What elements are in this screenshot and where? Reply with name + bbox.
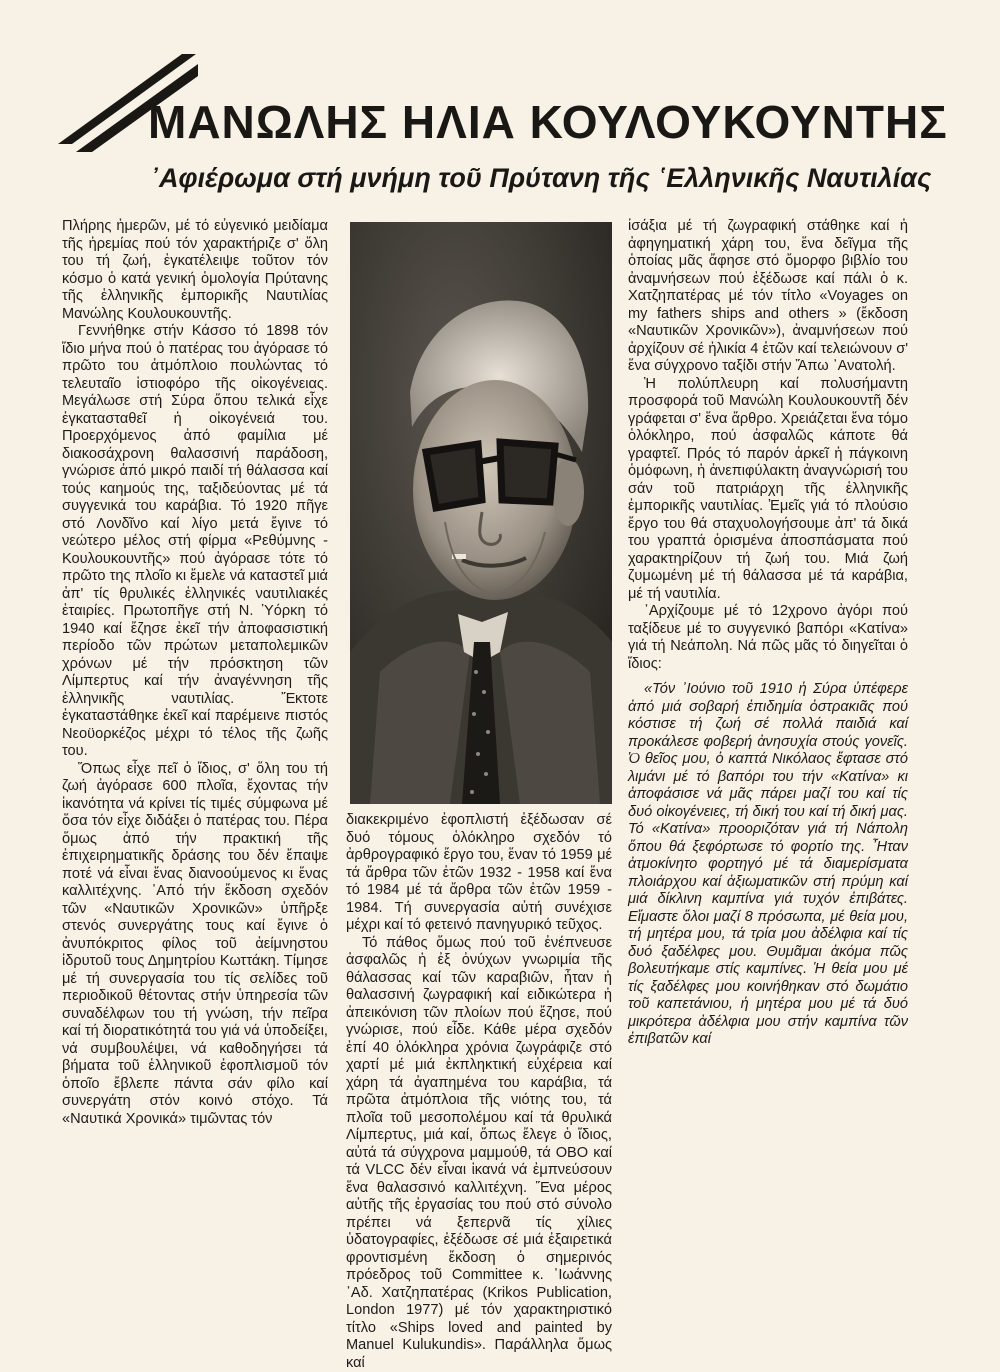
portrait-photo (350, 222, 612, 804)
column-middle (346, 812, 612, 1372)
spacer (628, 673, 908, 681)
paragraph: ᾿Αρχίζουμε μέ τό 12χρονο ἀγόρι πού ταξίδευε μέ το συγγενικό βαπόρι «Κατίνα» γιά τή Νεάπολη. Νά πῶς μᾶς τό διηγεῖται ὁ ἴδιος: (628, 603, 908, 673)
column-left (62, 218, 328, 1128)
article-subtitle: ᾿Αφιέρωμα στή μνήμη τοῦ Πρύτανη τῆς ῾Ελληνικῆς Ναυτιλίας (150, 160, 970, 196)
quote-paragraph: «Τόν ᾿Ιούνιο τοῦ 1910 ἡ Σύρα ὑπέφερε ἀπό μιά σοβαρή ἐπιδημία ὀστρακιᾶς πού κόστισε τή ζωή σέ πολλά παιδιά καί προκάλεσε φοβερή ἀνησυχία στούς γονεῖς. Ὁ θεῖος μου, ὁ καπτά Νικόλαος ἔφτασε στό λιμάνι μέ τό βαπόρι του τήν «Κατίνα» κι ἀποφάσισε νά μᾶς πάρει μαζί του καί τίς δυό οἰκογένειες, τή δική του καί τή δική μας. Τό «Κατίνα» προοριζόταν γιά τή Νάπολη ὅπου θά ξεφόρτωσε τό φορτίο της. Ἦταν ἀτμοκίνητο φορτηγό μέ τά διαμερίσματα πλοιάρχου καί ἀξιωματικῶν στή πρύμη καί μιά δίκλινη καμπίνα γιά τυχόν ἐπιβάτες. Εἴμαστε ὅλοι μαζί 8 πρόσωπα, μέ θεία μου, τή μητέρα μου, τά τρία μου ἀδέλφια καί τίς δυό ξαδέλφες μου. Θυμᾶμαι ἀκόμα πῶς βολευτήκαμε στίς καμπίνες. Ἡ θεία μου μέ τίς ξαδέλφες μου κοινήθηκαν στό δωμάτιο τοῦ καπετάνιου, ἡ μητέρα μου μέ τά δυό μικρότερα ἀδέλφια μου στήν καμπίνα τῶν ἐπιβατῶν καί (628, 681, 908, 1049)
paragraph: Ἡ πολύπλευρη καί πολυσήμαντη προσφορά τοῦ Μανώλη Κουλουκουντῆ δέν γράφεται σ' ἕνα ἄρθρο. Χρειάζεται ἕνα τόμο ὁλόκληρο, πού ἀσφαλῶς κάποτε θά γραφτεῖ. Πρός τό παρόν ἀρκεῖ ἡ πάγκοινη ὁμόφωνη, ἡ ἀνεπιφύλακτη ἀναγνώρισή του σάν τοῦ πατριάρχη τῆς ἑλληνικῆς ἐμπορικῆς ναυτιλίας. Ἐμεῖς γιά τό πλούσιο ἔργο του θά σταχυολογήσουμε ἀπ' τά δικά του γραπτά ὁρισμένα ἀποσπάσματα πού χαρακτηρίζουν τή ζωή του. Μιά ζωή ζυμωμένη μέ τή θάλασσα μέ τά καράβια, μέ τή ναυτιλία. (628, 376, 908, 604)
paragraph: διακεκριμένο ἐφοπλιστή ἐξέδωσαν σέ δυό τόμους ὁλόκληρο σχεδόν τό ἀρθρογραφικό ἔργο του, ἕναν τό 1959 μέ τά ἄρθρα τῶν ἐτῶν 1932 - 1958 καί ἕνα τό 1984 μέ τά ἄρθρα τῶν ἐτῶν 1959 - 1984. Τή συνεργασία αὐτή συνέχισε μέχρι καί τό φετεινό πανηγυρικό τεῦχος. (346, 812, 612, 935)
memoir-quote (628, 681, 908, 1049)
paragraph: Πλήρης ἡμερῶν, μέ τό εὐγενικό μειδίαμα τῆς ἠρεμίας πού τόν χαρακτήριζε σ' ὅλη του τή ζωή, ἐγκατέλειψε τοῦτον τόν κόσμο ὁ κατά γενική ὁμολογία Πρύτανης τῆς ἑλληνικῆς ἐμπορικῆς Ναυτιλίας Μανώλης Κουλουκουντῆς. (62, 218, 328, 323)
paragraph: Ὅπως εἶχε πεῖ ὁ ἴδιος, σ' ὅλη του τή ζωή ἀγόρασε 600 πλοῖα, ἔχοντας τήν ἱκανότητα νά κρίνει τίς τιμές σύμφωνα μέ ὅσα τόν εἶχε διδάξει ὁ πατέρας του. Πέρα ὅμως ἀπό τήν πρακτική τῆς ἐπιχειρηματικῆς δράσης του δέν ἔπαψε ποτέ νά εἶναι ἕνας διανοούμενος κι ἕνας καλλιτέχνης. ᾿Από τήν ἔκδοση σχεδόν τῶν «Ναυτικῶν Χρονικῶν» ὑπῆρξε στενός συνεργάτης τους καί ἔγινε ὁ ἀνυπόκριτος φίλος τοῦ ἀείμνηστου ἱδρυτοῦ τους Δημητρίου Κωττάκη. Τίμησε μέ τή συνεργασία του τίς σελίδες τοῦ περιοδικοῦ θέτοντας στήν ὑπηρεσία τῶν συναδέλφων του τή γνώση, τήν πεῖρα καί τή διορατικότητά του γιά νά ὑποδείξει, νά συμβουλέψει, νά καθοδηγήσει τά βήματα τοῦ ἑλληνικοῦ ἐφοπλισμοῦ τόν ὁποῖο ἔβλεπε πάντα σάν φίλο καί συνεργάτη στόν κοινό στόχο. Τά «Ναυτικά Χρονικά» τιμῶντας τόν (62, 761, 328, 1129)
paragraph: Τό πάθος ὅμως πού τοῦ ἐνέπνευσε ἀσφαλῶς ἡ ἐξ ὀνύχων γνωριμία τῆς θάλασσας καί τῶν καραβιῶν, ἦταν ἡ θαλασσινή ζωγραφική καί ειδικώτερα ἡ ἀπεικόνιση τῶν πλοίων πού ἔζησε, πού γνώρισε, πού εἶδε. Κάθε μέρα σχεδόν ἐπί 40 ὁλόκληρα χρόνια ζωγράφιζε στό χαρτί μέ μιά ἐκπληκτική εὐχέρεια καί χάρη τά ἀγαπημένα του καράβια, τά πρῶτα ἀτμόπλοια τῆς νιότης του, τά πλοῖα τοῦ μεσοπολέμου καί τά θρυλικά Λίμπερτυς, μιά καί, ὅπως ἔλεγε ὁ ἴδιος, αὐτά τά σύγχρονα μαμμούθ, τά OBO καί τά VLCC δέν εἶναι ἱκανά νά ἐμπνεύσουν ἕνα θαλασσινό καλλιτέχνη. Ἕνα μέρος αὐτῆς τῆς ἐργασίας του πού στό σύνολο πρέπει νά ξεπερνᾶ τίς χίλιες ὑδατογραφίες, ἐξέδωσε σέ μιά ἐξαιρετικά φροντισμένη ἔκδοση ὁ σημερινός πρόεδρος τοῦ Committee κ. ᾿Ιωάννης ᾿Αδ. Χατζηπατέρας (Krikos Publication, London 1977) μέ τόν χαρακτηριστικό τίτλο «Ships loved and painted by Manuel Kulukundis». Παράλληλα ὅμως καί (346, 935, 612, 1372)
paragraph: Γεννήθηκε στήν Κάσσο τό 1898 τόν ἴδιο μήνα πού ὁ πατέρας του ἀγόρασε τό πρῶτο του ἀτμόπλοιο πουλώντας τό τελευταῖο ἱστιοφόρο τῆς οἰκογένειας. Μεγάλωσε στή Σύρα ὅπου τελικά εἶχε ἐγκατασταθεῖ ἡ οἰκογένειά του. Προερχόμενος ἀπό φαμίλια μέ διακοσάχρονη θαλασσινή παράδοση, γνώρισε ἀπό μικρό παιδί τή θάλασσα καί τούς καημούς της, ταξιδεύοντας μέ τά συγγενικά του καράβια. Τό 1920 πῆγε στό Λονδῖνο καί λίγο μετά ἔγινε τό νεώτερο μέλος στή φίρμα «Ρεθύμνης - Κουλουκουντῆς» πού ἀγόρασε τότε τό πρῶτο της πλοῖο κι ἔμελε νά καταστεῖ μιά ἀπ' τίς θρυλικές ἑλληνικές ναυτιλιακές ἑταιρίες. Πρωτοπῆγε στή Ν. Ὑόρκη τό 1940 καί ἔζησε ἐκεῖ τήν ἀποφασιστική περίοδο τῶν πρώτων μεταπολεμικῶν χρόνων μέ τήν πρόσκτηση τῶν Λίμπερτυς καί τήν ἀναγέννηση τῆς ἑλληνικῆς ναυτιλίας. Ἔκτοτε ἐγκαταστάθηκε ἐκεῖ καί παρέμεινε πιστός Νεοϋορκέζος μέχρι τό τέλος τῆς ζωῆς του. (62, 323, 328, 761)
paragraph: ἰσάξια μέ τή ζωγραφική στάθηκε καί ἡ ἀφηγηματική χάρη του, ἕνα δεῖγμα τῆς ὁποίας μᾶς ἄφησε στό ὄμορφο βιβλίο του ἀναμνήσεων πού ἐξέδωσε καί πάλι ὁ κ. Χατζηπατέρας μέ τόν τίτλο «Voyages on my fathers ships and others » (ἔκδοση «Ναυτικῶν Χρονικῶν»), ἀναμνήσεων πού ἀρχίζουν σέ ἡλικία 4 ἐτῶν καί τελειώνουν σ' ἕνα σύγχρονο ταξίδι στήν Ἄπω ᾿Ανατολή. (628, 218, 908, 376)
portrait-illustration (350, 222, 612, 804)
article-title: ΜΑΝΩΛΗΣ ΗΛΙΑ ΚΟΥΛΟΥΚΟΥΝΤΗΣ (148, 94, 968, 150)
column-right (628, 218, 908, 1049)
